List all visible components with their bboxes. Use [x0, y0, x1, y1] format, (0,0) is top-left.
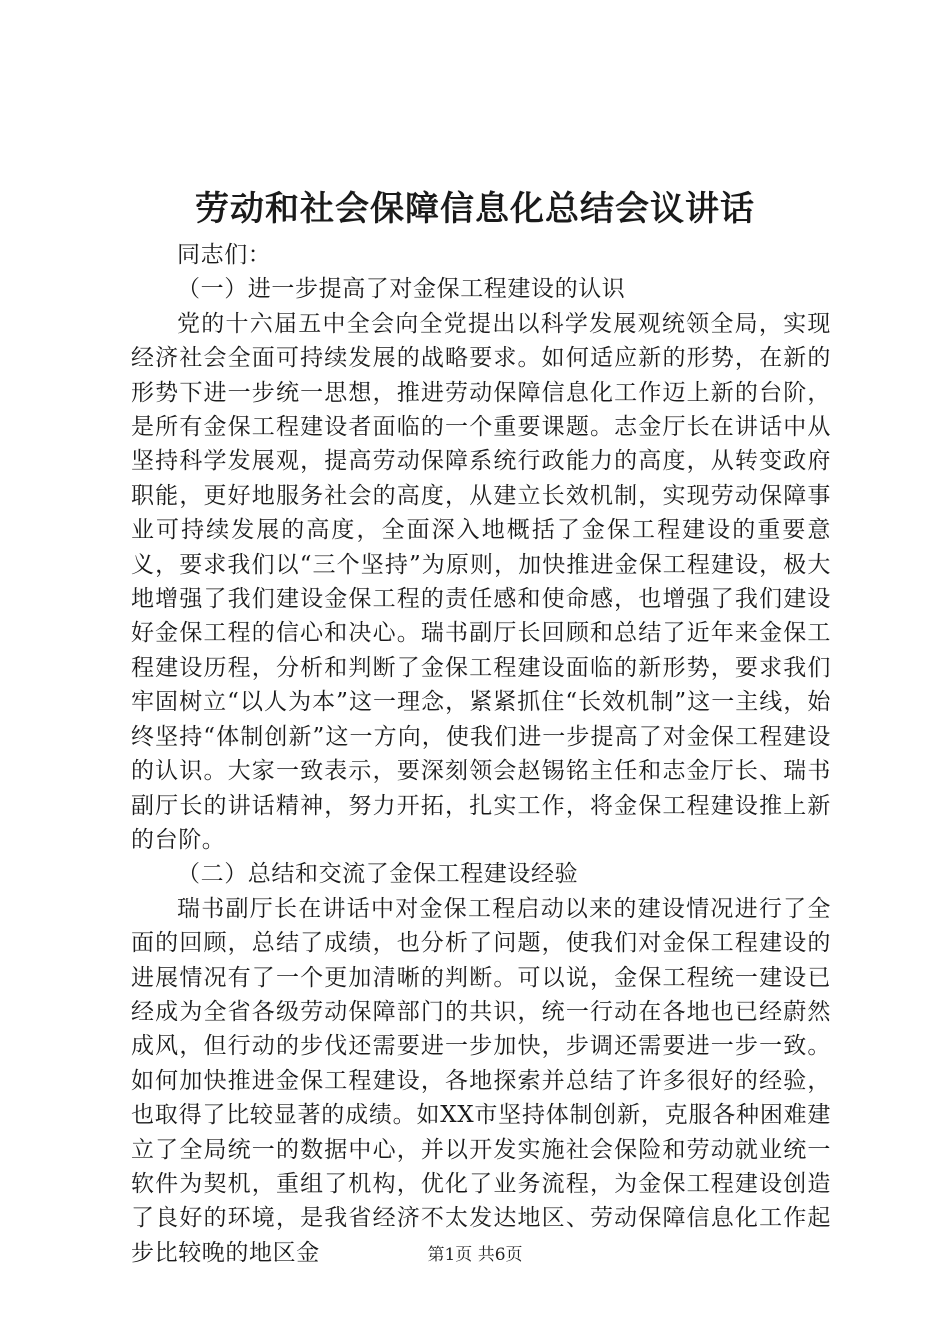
section-1-paragraph: 党的十六届五中全会向全党提出以科学发展观统领全局，实现经济社会全面可持续发展的战略要求。如何适应新的形势，在新的形势下进一步统一思想，推进劳动保障信息化工作迈上新的台阶，是所有金保工程建设者面临的一个重要课题。志金厅长在讲话中从坚持科学发展观，提高劳动保障系统行政能力的高度，从转变政府职能，更好地服务社会的高度，从建立长效机制，实现劳动保障事业可持续发展的高度，全面深入地概括了金保工程建设的重要意义，要求我们以“三个坚持”为原则，加快推进金保工程建设，极大地增强了我们建设金保工程的责任感和使命感，也增强了我们建设好金保工程的信心和决心。瑞书副厅长回顾和总结了近年来金保工程建设历程，分析和判断了金保工程建设面临的新形势，要求我们牢固树立“以人为本”这一理念，紧紧抓住“长效机制”这一主线，始终坚持“体制创新”这一方向，使我们进一步提高了对金保工程建设的认识。大家一致表示，要深刻领会赵锡铭主任和志金厅长、瑞书副厅长的讲话精神，努力开拓，扎实工作，将金保工程建设推上新的台阶。	[131, 310, 831, 853]
document-title: 劳动和社会保障信息化总结会议讲话	[195, 189, 755, 229]
section-2-paragraph: 瑞书副厅长在讲话中对金保工程启动以来的建设情况进行了全面的回顾，总结了成绩，也分析了问题，使我们对金保工程建设的进展情况有了一个更加清晰的判断。可以说，金保工程统一建设已经成为全省各级劳动保障部门的共识，统一行动在各地也已经蔚然成风，但行动的步伐还需要进一步加快，步调还需要进一步一致。如何加快推进金保工程建设，各地探索并总结了许多很好的经验，也取得了比较显著的成绩。如XX市坚持体制创新，克服各种困难建立了全局统一的数据中心，并以开发实施社会保险和劳动就业统一软件为契机，重组了机构，优化了业务流程，为金保工程建设创造了良好的环境，是我省经济不太发达地区、劳动保障信息化工作起步比较晚的地区金	[131, 895, 831, 1266]
document-body	[131, 238, 831, 1270]
page-number-footer: 第1页 共6页	[427, 1245, 523, 1265]
section-1-heading: （一）进一步提高了对金保工程建设的认识	[177, 276, 626, 303]
salutation: 同志们：	[177, 242, 272, 268]
section-2-heading: （二）总结和交流了金保工程建设经验	[177, 861, 579, 888]
